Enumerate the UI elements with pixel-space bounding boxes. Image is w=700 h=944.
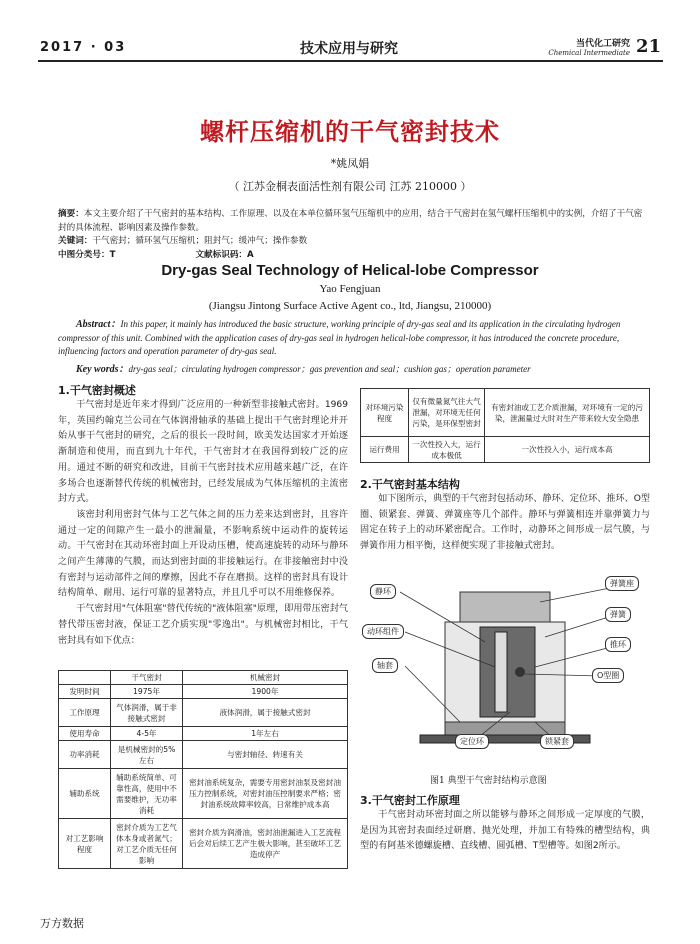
english-abstract: Abstract：In this paper, it mainly has introduced the basic structure, working principle of dry-gas seal and its application in the circulating hydrogen compressor of this unit. Combined with the application cases of dry-gas seal in hydrogen helical-lobe compressor, it has introduced the concrete procedure, influencing factors and operation parameter of dry-gas seal. xyxy=(58,319,621,356)
table-header-cell: 机械密封 xyxy=(183,671,348,685)
label-static-ring: 静环 xyxy=(370,584,396,599)
label-moving-ring: 动环组件 xyxy=(362,624,404,639)
author: *姚凤娟 xyxy=(330,157,370,170)
table-cell: 1900年 xyxy=(183,685,348,699)
clc-value: T xyxy=(109,249,116,260)
seal-gap xyxy=(495,632,507,712)
label-spring: 弹簧 xyxy=(605,607,631,622)
label-o-ring: O型圈 xyxy=(592,668,624,683)
section2 xyxy=(360,476,650,555)
abstract-label: 摘要： xyxy=(58,209,84,219)
table-cell: 密封介质为润滑油，密封油泄漏进入工艺流程后会对后续工艺产生极大影响，甚至破坏工艺造成停产 xyxy=(183,819,348,869)
table-cell: 有密封油或工艺介质泄漏，对环境有一定的污染，泄漏量过大时对生产带来较大安全隐患 xyxy=(485,389,650,437)
leader-line xyxy=(540,587,615,602)
journal-name-en: Chemical Intermediate xyxy=(548,49,630,57)
section-name: 技术应用与研究 xyxy=(300,41,398,57)
english-abstract-label: Abstract xyxy=(76,319,111,330)
table-row xyxy=(59,727,348,741)
english-affiliation: (Jiangsu Jintong Surface Active Agent co., ltd, Jiangsu, 210000) xyxy=(208,300,492,312)
label-lock-sleeve: 锁紧套 xyxy=(540,734,574,749)
table-row xyxy=(59,769,348,819)
classification xyxy=(58,249,648,263)
comparison-table xyxy=(58,670,348,869)
table-row xyxy=(59,741,348,769)
table-cell: 对工艺影响程度 xyxy=(59,819,111,869)
abstract-text: 本文主要介绍了干气密封的基本结构、工作原理、以及在本单位循环氢气压缩机中的应用，结合干气密封在氢气螺杆压缩机中的实例，介绍了干气密封的具体流程、影响因素及操作参数。 xyxy=(58,209,643,233)
table-cell: 是机械密封的5%左右 xyxy=(111,741,183,769)
section1-paragraph: 干气密封是近年来才得到广泛应用的一种新型非接触式密封。1969年，英国约翰克兰公司在气体润滑轴承的基础上提出干气密封理论并开始从事干气密封的研究，之后的很长一段时间，欧美发达国家才开始逐渐制造和使用，而直到九十年代，干气密封才在我国得到较广泛的应用。通过不断的研究和改进，目前干气密封技术应用越来越广泛，在许多场合也逐渐替代传统的机械密封，已经发展成为气体压缩机的主流密封方式。 xyxy=(58,400,348,505)
table-cell: 气体润滑，属于非接触式密封 xyxy=(111,699,183,727)
table-cell: 密封油系统复杂，需要专用密封油泵及密封油压力控制系统，对密封油压控制要求严格；密封油系统故障率较高，日常维护成本高 xyxy=(183,769,348,819)
seal-structure-diagram xyxy=(360,572,655,752)
journal-logo xyxy=(530,36,630,57)
journal-name-cn: 当代化工研究 xyxy=(575,39,630,49)
keywords-label: 关键词： xyxy=(58,236,93,246)
footer-source: 万方数据 xyxy=(40,917,84,930)
table-header-cell: 干气密封 xyxy=(111,671,183,685)
section2-paragraph: 如下图所示，典型的干气密封包括动环、静环、定位环、推环、O型圈、锁紧套、弹簧、弹簧座等几个部件。静环与弹簧相连并靠弹簧力与固定在转子上的动环紧密配合。工作时，动静环之间形成一层气膜，与弹簧作用力相平衡，这样便实现了非接触式密封。 xyxy=(360,494,650,552)
english-author: Yao Fengjuan xyxy=(319,283,381,295)
keywords-text: 干气密封；循环氢气压缩机；阻封气；缓冲气；操作参数 xyxy=(92,236,308,246)
table-cell: 与密封轴径、转速有关 xyxy=(183,741,348,769)
table-row xyxy=(59,699,348,727)
section3-paragraph: 干气密封动环密封面之所以能够与静环之间形成一定厚度的气膜，是因为其密封表面经过研磨、抛光处理，并加工有特殊的槽型结构，典型的有阿基米德螺旋槽、直线槽、圆弧槽、T型槽等。如图2所示。 xyxy=(360,810,650,852)
affiliation: （ 江苏金桐表面活性剂有限公司 江苏 210000 ） xyxy=(228,180,472,193)
table-cell: 功率消耗 xyxy=(59,741,111,769)
section1-heading: 1.干气密封概述 xyxy=(58,384,136,397)
label-spring-seat: 弹簧座 xyxy=(605,576,639,591)
issue-date: 2017 · 03 xyxy=(40,40,127,55)
section2-body xyxy=(360,492,650,555)
spring-seat-part xyxy=(460,592,550,622)
comparison-table-continued xyxy=(360,388,650,463)
table-row xyxy=(361,389,650,437)
section1-body xyxy=(58,398,348,649)
page-number: 21 xyxy=(636,36,662,57)
english-title: Dry-gas Seal Technology of Helical-lobe Compressor xyxy=(161,262,539,279)
section1-paragraph: 干气密封用"气体阻塞"替代传统的"液体阻塞"原理，即用带压密封气替代带压密封液，保证工艺介质实现"零逸出"。与机械密封相比，干气密封具有如下优点： xyxy=(58,604,348,646)
table-cell: 一次性投入大，运行成本极低 xyxy=(409,437,485,463)
table-row xyxy=(361,437,650,463)
table-cell: 液体润滑，属于接触式密封 xyxy=(183,699,348,727)
chinese-abstract-block xyxy=(58,208,648,262)
label-push-ring: 推环 xyxy=(605,637,631,652)
table-cell: 辅助系统 xyxy=(59,769,111,819)
table-cell: 工作原理 xyxy=(59,699,111,727)
table-cell: 1975年 xyxy=(111,685,183,699)
figure-caption: 图1 典型干气密封结构示意图 xyxy=(430,776,547,786)
table-row xyxy=(59,685,348,699)
clc-label: 中图分类号： xyxy=(58,249,110,260)
table-cell: 一次性投入小，运行成本高 xyxy=(485,437,650,463)
table-cell: 对环境污染程度 xyxy=(361,389,409,437)
table-cell: 4-5年 xyxy=(111,727,183,741)
article-title: 螺杆压缩机的干气密封技术 xyxy=(200,118,500,146)
o-ring-part xyxy=(515,667,525,677)
section1-paragraph: 该密封利用密封气体与工艺气体之间的压力差来达到密封，且容许通过一定的间隙产生一最小的泄漏量，不影响系统中运动件的旋转运动。干气密封在其动环密封面上开设动压槽，使高速旋转的动环与静环之间产生薄薄的气膜，而达到密封面的非接触运行。在非接触密封中没有密封与运动部件之间的摩擦，因此不存在磨损。这样的密封具有设计结构简单、耐用、运行可靠的显著特点，并且几乎可以不用维修保养。 xyxy=(58,509,348,599)
section3-heading: 3.干气密封工作原理 xyxy=(360,794,460,807)
table-cell: 1年左右 xyxy=(183,727,348,741)
table-row xyxy=(59,819,348,869)
header-divider xyxy=(38,60,663,62)
english-abstract-text: In this paper, it mainly has introduced the basic structure, working principle of dry-gas seal and its application in the circulating hydrogen compressor of this unit. Combined with the application cases of dry-gas seal in hydrogen helical-lobe compressor, it has introduced the concrete procedure, influencing factors and operation parameter of dry-gas seal. xyxy=(58,319,621,356)
section3-body xyxy=(360,808,650,855)
abstract xyxy=(58,208,648,235)
left-column xyxy=(58,382,348,649)
english-keywords-text: dry-gas seal；circulating hydrogen compressor；gas prevention and seal；cushion gas；operation parameter xyxy=(128,363,531,374)
english-abstract-block xyxy=(58,318,648,376)
label-sleeve: 轴套 xyxy=(372,658,398,673)
table-cell: 运行费用 xyxy=(361,437,409,463)
table-header-row xyxy=(59,671,348,685)
keywords xyxy=(58,235,648,249)
doc-code-label: 文献标识码： xyxy=(195,249,248,260)
section2-heading: 2.干气密封基本结构 xyxy=(360,478,460,491)
table-header-cell xyxy=(59,671,111,685)
english-keywords: Key words：dry-gas seal；circulating hydrogen compressor；gas prevention and seal；cushion gas；operation parameter xyxy=(76,363,531,375)
english-keywords-label: Key words xyxy=(76,363,119,375)
table-cell: 发明时间 xyxy=(59,685,111,699)
section3 xyxy=(360,792,650,855)
table-cell: 仅有微量氮气往大气泄漏，对环境无任何污染，是环保型密封 xyxy=(409,389,485,437)
table-cell: 使用寿命 xyxy=(59,727,111,741)
seal-structure-figure xyxy=(360,572,655,752)
table-cell: 密封介质为工艺气体本身或者氮气；对工艺介质无任何影响 xyxy=(111,819,183,869)
table-cell: 辅助系统简单、可靠性高，使用中不需要维护，无功率消耗 xyxy=(111,769,183,819)
label-locating-ring: 定位环 xyxy=(455,734,489,749)
doc-code-value: A xyxy=(247,249,254,260)
